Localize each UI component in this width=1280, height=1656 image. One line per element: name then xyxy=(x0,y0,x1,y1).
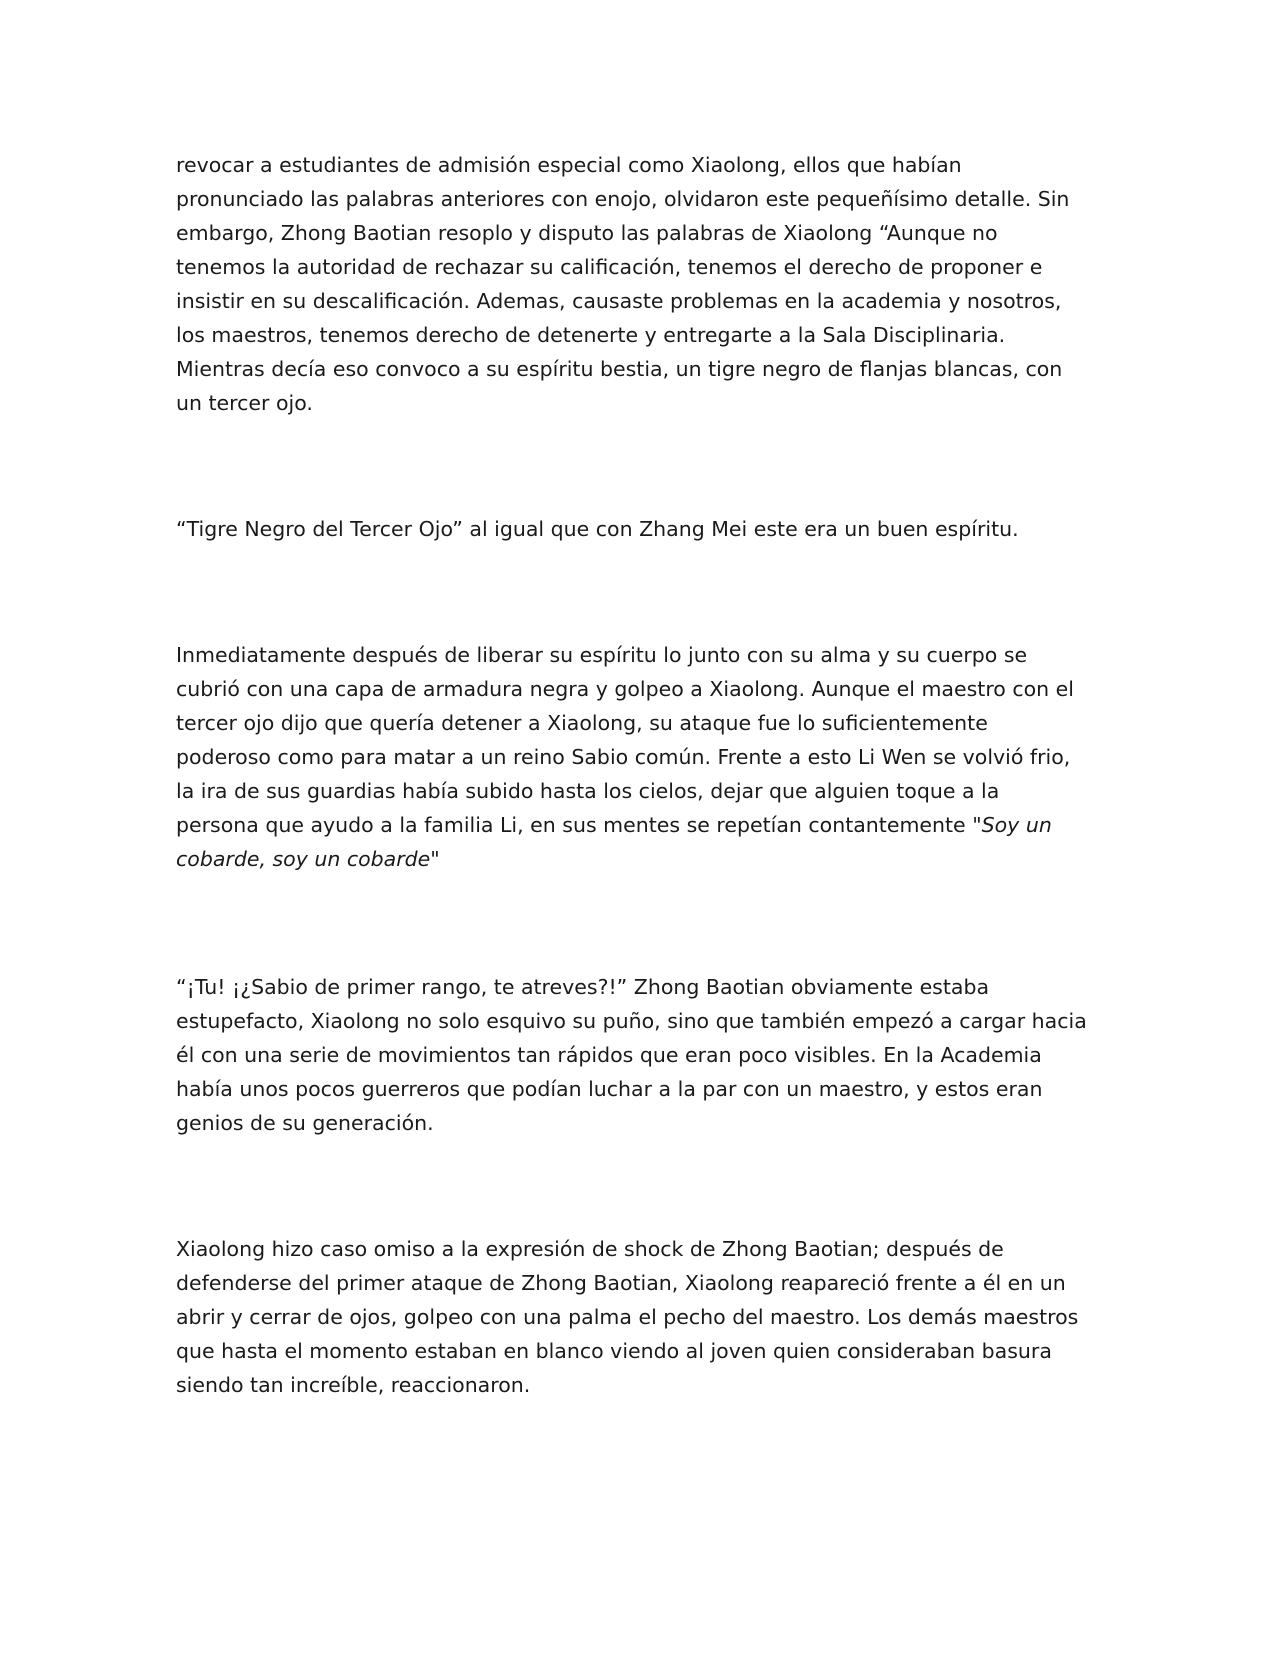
paragraph-line: había unos pocos guerreros que podían luchar a la par con un maestro, y estos eran xyxy=(176,1077,1043,1101)
paragraph-line: pronunciado las palabras anteriores con enojo, olvidaron este pequeñísimo detalle. Sin xyxy=(176,187,1070,211)
paragraph-line: que hasta el momento estaban en blanco viendo al joven quien consideraban basura xyxy=(176,1339,1052,1363)
paragraph-line: tenemos la autoridad de rechazar su calificación, tenemos el derecho de proponer e xyxy=(176,255,1043,279)
paragraph-line: poderoso como para matar a un reino Sabio común. Frente a esto Li Wen se volvió frio, xyxy=(176,745,1071,769)
paragraph-line-italic: cobarde, soy un cobarde" xyxy=(176,847,440,871)
paragraph-line: siendo tan increíble, reaccionaron. xyxy=(176,1373,531,1397)
paragraph-line: abrir y cerrar de ojos, golpeo con una palma el pecho del maestro. Los demás maestros xyxy=(176,1305,1079,1329)
paragraph-line: embargo, Zhong Baotian resoplo y disputo las palabras de Xiaolong “Aunque no xyxy=(176,221,998,245)
paragraph-line: Mientras decía eso convoco a su espíritu bestia, un tigre negro de flanjas blancas, con xyxy=(176,357,1063,381)
paragraph-line: defenderse del primer ataque de Zhong Baotian, Xiaolong reapareció frente a él en un xyxy=(176,1271,1066,1295)
paragraph-1 xyxy=(176,148,1116,420)
italic-text: "Soy un xyxy=(972,813,1052,837)
paragraph-line: él con una serie de movimientos tan rápidos que eran poco visibles. En la Academia xyxy=(176,1043,1042,1067)
paragraph-3 xyxy=(176,638,1116,876)
paragraph-line: “Tigre Negro del Tercer Ojo” al igual que con Zhang Mei este era un buen espíritu. xyxy=(176,517,1019,541)
paragraph-line: estupefacto, Xiaolong no solo esquivo su puño, sino que también empezó a cargar hacia xyxy=(176,1009,1087,1033)
paragraph-line: insistir en su descalificación. Ademas, causaste problemas en la academia y nosotros, xyxy=(176,289,1062,313)
paragraph-5 xyxy=(176,1232,1116,1402)
paragraph-line: “¡Tu! ¡¿Sabio de primer rango, te atreves?!” Zhong Baotian obviamente estaba xyxy=(176,975,990,999)
paragraph-line: un tercer ojo. xyxy=(176,391,313,415)
paragraph-line: genios de su generación. xyxy=(176,1111,434,1135)
paragraph-line: cubrió con una capa de armadura negra y golpeo a Xiaolong. Aunque el maestro con el xyxy=(176,677,1074,701)
paragraph-line: la ira de sus guardias había subido hasta los cielos, dejar que alguien toque a la xyxy=(176,779,1000,803)
paragraph-line: los maestros, tenemos derecho de detenerte y entregarte a la Sala Disciplinaria. xyxy=(176,323,1006,347)
paragraph-line: tercer ojo dijo que quería detener a Xiaolong, su ataque fue lo suficientemente xyxy=(176,711,988,735)
paragraph-2 xyxy=(176,512,1116,546)
paragraph-line-mixed xyxy=(176,808,1116,842)
regular-text: persona que ayudo a la familia Li, en sus mentes se repetían contantemente xyxy=(176,813,973,837)
paragraph-line: revocar a estudiantes de admisión especial como Xiaolong, ellos que habían xyxy=(176,153,962,177)
paragraph-4 xyxy=(176,970,1116,1140)
paragraph-line: Xiaolong hizo caso omiso a la expresión de shock de Zhong Baotian; después de xyxy=(176,1237,1004,1261)
paragraph-line: Inmediatamente después de liberar su espíritu lo junto con su alma y su cuerpo se xyxy=(176,643,1028,667)
